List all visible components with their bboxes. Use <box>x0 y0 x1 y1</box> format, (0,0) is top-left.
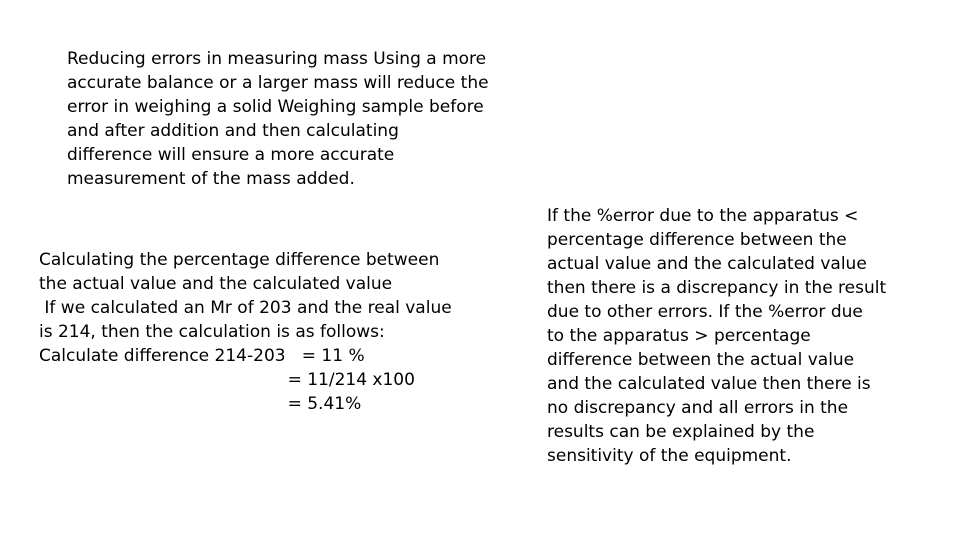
discrepancy-explanation-paragraph <box>547 204 886 468</box>
text-line: percentage difference between the <box>547 230 847 250</box>
text-line: measurement of the mass added. <box>67 169 355 189</box>
calculation-line: Calculate difference 214-203 = 11 % <box>39 346 365 366</box>
text-line: and the calculated value then there is <box>547 374 871 394</box>
text-line: Calculating the percentage difference between <box>39 250 440 270</box>
text-line: then there is a discrepancy in the result <box>547 278 887 298</box>
text-line: error in weighing a solid Weighing sample before <box>67 97 484 117</box>
text-line: to the apparatus > percentage <box>547 326 811 346</box>
text-line: and after addition and then calculating <box>67 121 399 141</box>
text-line: sensitivity of the equipment. <box>547 446 792 466</box>
percentage-difference-paragraph <box>39 248 452 416</box>
text-line: results can be explained by the <box>547 422 815 442</box>
text-line: difference will ensure a more accurate <box>67 145 395 165</box>
mass-error-paragraph <box>67 47 489 191</box>
text-line: accurate balance or a larger mass will reduce the <box>67 73 489 93</box>
text-line: due to other errors. If the %error due <box>547 302 863 322</box>
text-line: is 214, then the calculation is as follows: <box>39 322 385 342</box>
text-line: Reducing errors in measuring mass Using a more <box>67 49 487 69</box>
text-line: difference between the actual value <box>547 350 855 370</box>
text-line: If we calculated an Mr of 203 and the real value <box>39 298 452 318</box>
text-line: the actual value and the calculated value <box>39 274 393 294</box>
calculation-result-line: = 5.41% <box>39 394 362 414</box>
text-line: If the %error due to the apparatus < <box>547 206 859 226</box>
calculation-line: = 11/214 x100 <box>39 370 415 390</box>
text-line: no discrepancy and all errors in the <box>547 398 849 418</box>
text-line: actual value and the calculated value <box>547 254 867 274</box>
